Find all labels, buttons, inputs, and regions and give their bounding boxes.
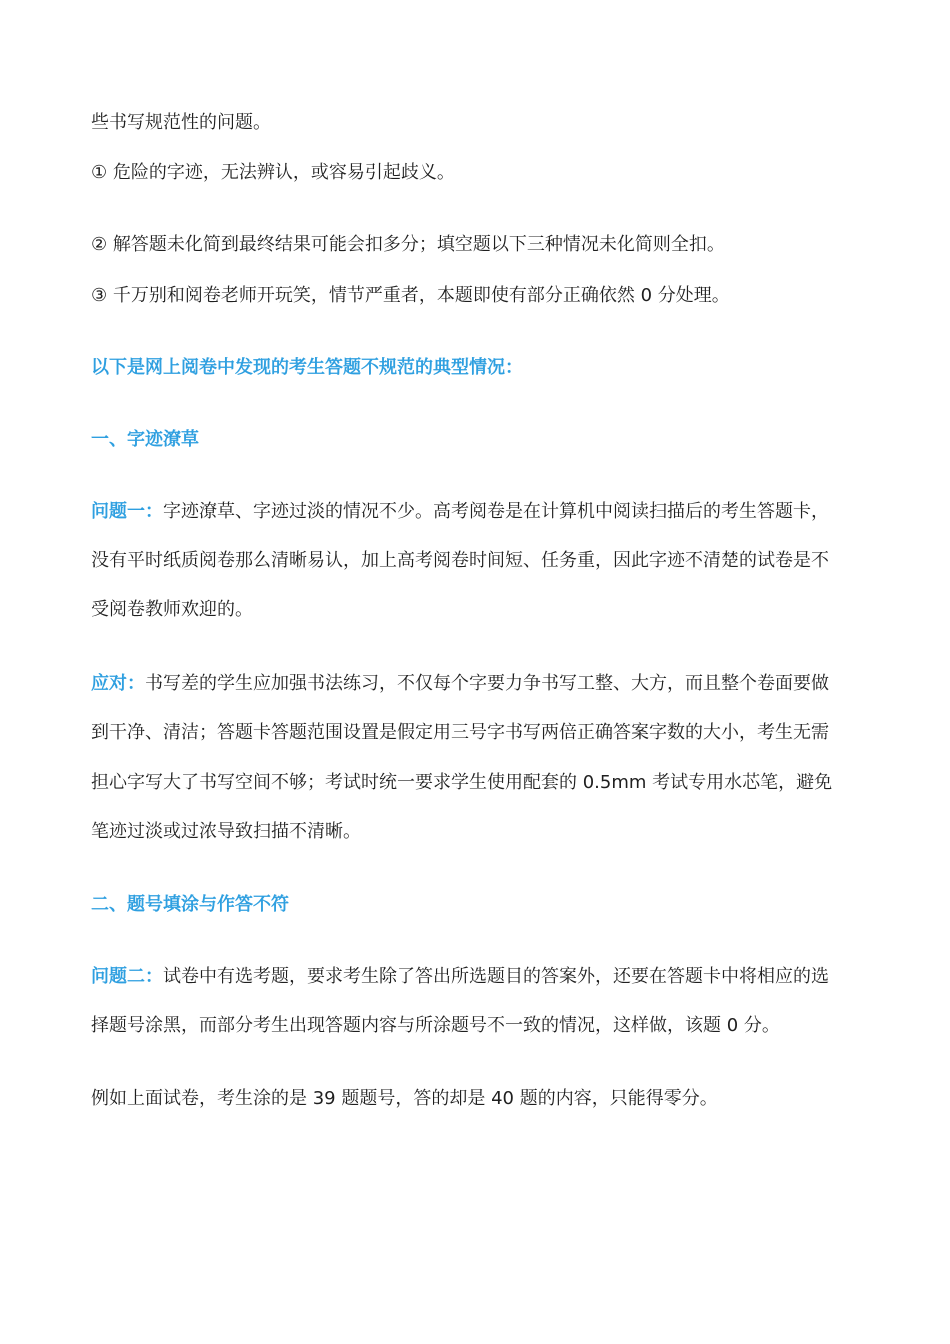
section-2-title: 二、题号填涂与作答不符 [91, 894, 289, 915]
intro-line: 些书写规范性的问题。 [91, 112, 271, 133]
section-1-problem-line-1 [91, 500, 829, 524]
problem-1-text: 字迹潦草、字迹过淡的情况不少。高考阅卷是在计算机中阅读扫描后的考生答题卡， [163, 501, 829, 522]
section-1-response-line-1 [91, 672, 829, 696]
section-1-response-line-3: 担心字写大了书写空间不够；考试时统一要求学生使用配套的 0.5mm 考试专用水芯笔，避免 [91, 772, 833, 793]
problem-1-label: 问题一： [91, 501, 163, 522]
problem-2-text: 试卷中有选考题，要求考生除了答出所选题目的答案外，还要在答题卡中将相应的选 [163, 966, 829, 987]
problem-2-label: 问题二： [91, 966, 163, 987]
section-2-problem-line-2: 择题号涂黑，而部分考生出现答题内容与所涂题号不一致的情况，这样做，该题 0 分。 [91, 1015, 780, 1036]
list-item-1: ① 危险的字迹，无法辨认，或容易引起歧义。 [91, 162, 455, 183]
list-item-2: ② 解答题未化简到最终结果可能会扣多分；填空题以下三种情况未化简则全扣。 [91, 234, 725, 255]
subtitle: 以下是网上阅卷中发现的考生答题不规范的典型情况： [91, 357, 523, 378]
section-1-problem-line-3: 受阅卷教师欢迎的。 [91, 599, 253, 620]
response-label: 应对： [91, 673, 145, 694]
list-item-3: ③ 千万别和阅卷老师开玩笑，情节严重者，本题即使有部分正确依然 0 分处理。 [91, 285, 730, 306]
section-2-example: 例如上面试卷，考生涂的是 39 题题号，答的却是 40 题的内容，只能得零分。 [91, 1088, 718, 1109]
section-1-problem-line-2: 没有平时纸质阅卷那么清晰易认，加上高考阅卷时间短、任务重，因此字迹不清楚的试卷是不 [91, 550, 829, 571]
section-1-title: 一、字迹潦草 [91, 429, 199, 450]
section-2-problem-line-1 [91, 965, 829, 989]
response-text: 书写差的学生应加强书法练习，不仅每个字要力争书写工整、大方，而且整个卷面要做 [145, 673, 829, 694]
section-1-response-line-4: 笔迹过淡或过浓导致扫描不清晰。 [91, 821, 361, 842]
section-1-response-line-2: 到干净、清洁；答题卡答题范围设置是假定用三号字书写两倍正确答案字数的大小，考生无需 [91, 722, 829, 743]
